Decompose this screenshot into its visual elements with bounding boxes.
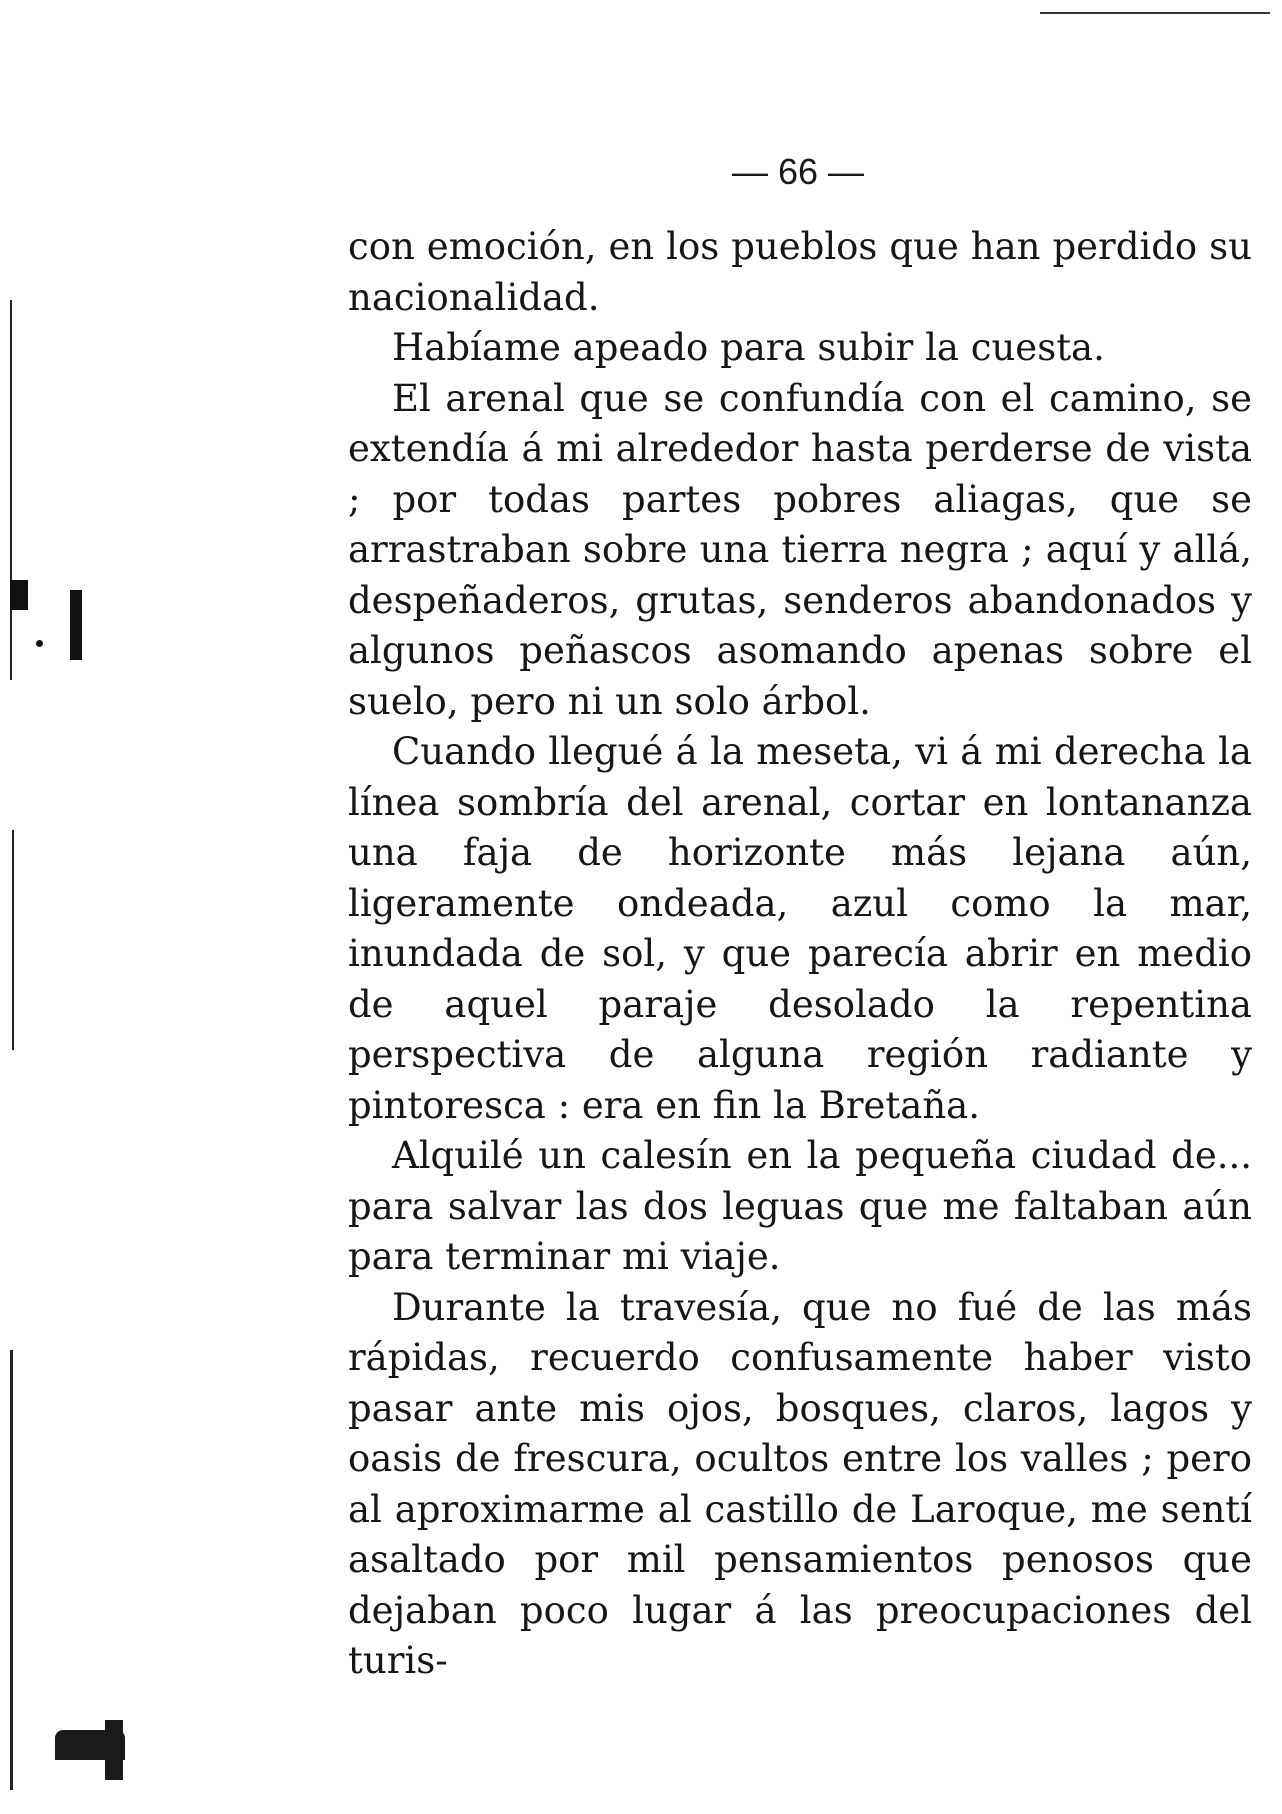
top-rule <box>1040 12 1270 14</box>
paragraph: Habíame apeado para subir la cuesta. <box>392 326 1105 369</box>
paragraph: Durante la travesía, que no fué de las más rápidas, recuerdo confusamente haber visto pasar ante mis ojos, bosques, claros, lagos y oasis de frescura, ocultos entre los valles ; pero al aproximarme al castillo de Laroque, me sentí asaltado por mil pensamientos penosos que dejaban poco lugar á las preocupaciones del turis- <box>348 1285 1252 1682</box>
paragraph: Cuando llegué á la meseta, vi á mi derecha la línea sombría del arenal, cortar en lontananza una faja de horizonte más lejana aún, ligeramente ondeada, azul como la mar, inundada de sol, y que parecía abrir en medio de aquel paraje desolado la repentina perspectiva de alguna región radiante y pintoresca : era en fin la Bretaña. <box>348 730 1252 1127</box>
page-number: — 66 — <box>731 151 865 192</box>
scan-margin-line <box>12 830 14 1050</box>
scan-blot <box>10 580 28 610</box>
body-text <box>348 222 1252 1687</box>
scan-margin-line <box>10 1350 13 1790</box>
paragraph-continuation: con emoción, en los pueblos que han perdido su nacionalidad. <box>348 225 1252 319</box>
paragraph: El arenal que se confundía con el camino, se extendía á mi alrededor hasta perderse de vista ; por todas partes pobres aliagas, que se arrastraban sobre una tierra negra ; aquí y allá, despeñaderos, grutas, senderos abandonados y algunos peñascos asomando apenas sobre el suelo, pero ni un solo árbol. <box>348 376 1252 723</box>
scan-blot <box>36 640 43 647</box>
scan-margin-line <box>10 300 12 680</box>
scan-blot <box>105 1720 123 1780</box>
paragraph: Alquilé un calesín en la pequeña ciudad de... para salvar las dos leguas que me faltaban aún para terminar mi viaje. <box>348 1134 1252 1278</box>
scan-blot <box>70 590 82 660</box>
